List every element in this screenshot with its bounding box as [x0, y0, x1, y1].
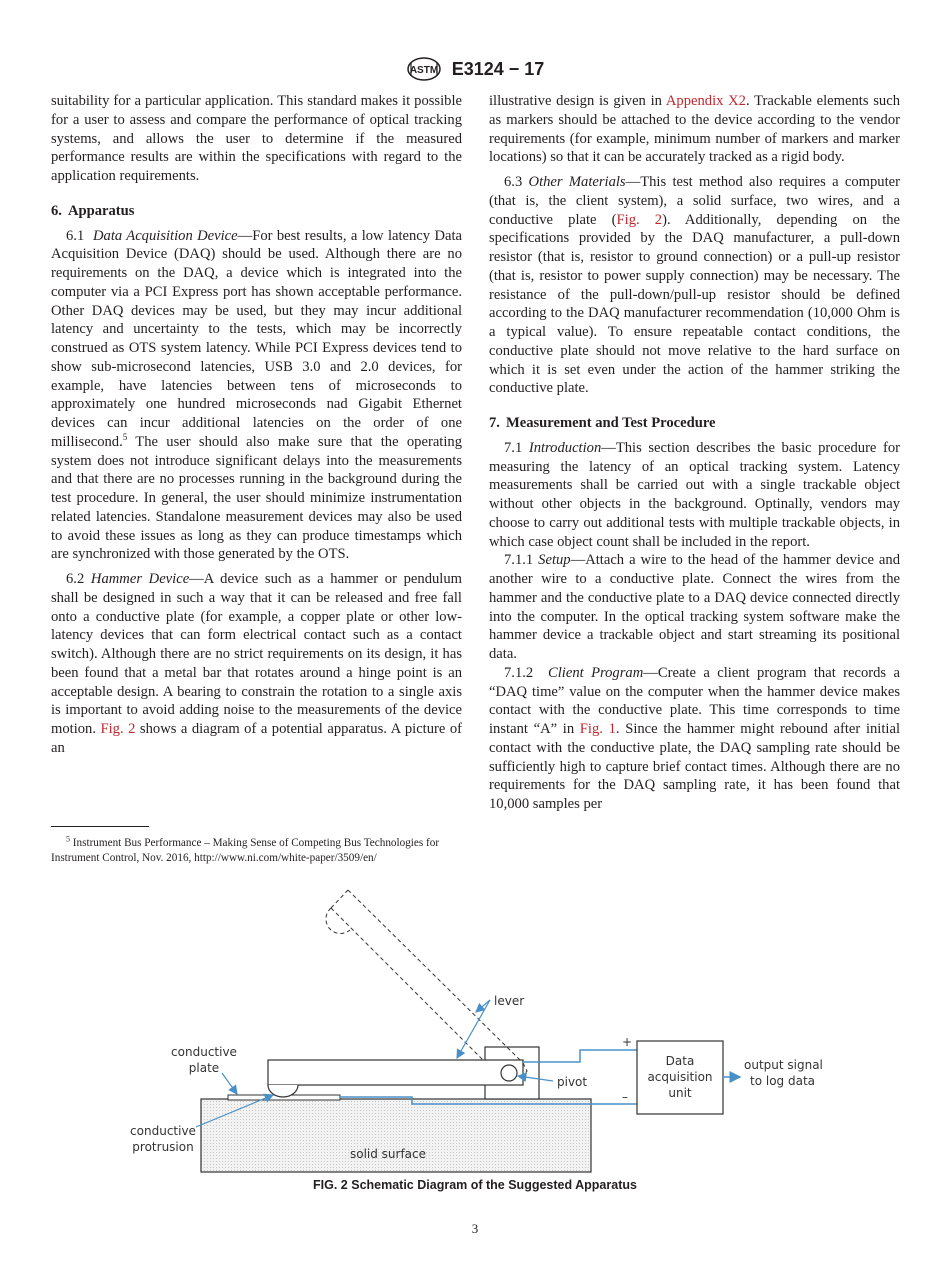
paragraph-title: Setup: [538, 552, 571, 569]
paragraph-text: shows a diagram of a potential apparatus. A picture of an: [51, 721, 463, 756]
paragraph-title: Introduction: [528, 439, 602, 456]
section-7-heading: [489, 414, 900, 433]
apparatus-schematic: [0, 880, 950, 1180]
paragraph-text: —This section describes the basic procedure for measuring the latency of an optical tracking system. Latency measurements shall be carried out with a single trackable object without other objects in the background. Optinally, vendors may choose to carry out additional tests with multiple trackable objects, in which case object count shall be included in the report.: [489, 439, 900, 550]
minus-terminal-label: –: [622, 1090, 628, 1104]
paragraph-text: —A device such as a hammer or pendulum shall be designed in such a way that it can be released and free fall onto a conductive plate (for example, a copper plate or other low-latency devices that can form electrical contact such as a contact switch). Although there are no strict requirements on its design, it has been found that a metal bar that rotates around a hinge point is an acceptable design. A bearing to constrain the rotation to a single axis is important to avoid adding noise to the measurements of the device motion.: [51, 571, 462, 737]
footnote-divider: [51, 826, 149, 827]
paragraph-7-1: [489, 439, 900, 552]
paragraph-6-3: [489, 173, 900, 398]
left-column: [51, 92, 462, 758]
paragraph-text: —Attach a wire to the head of the hammer device and another wire to a conductive plate. Connect the wires from the hammer and the conductive plate to a DAQ device connected directly into the computer. In the optical tracking system software make the hammer device a trackable object and start streaming its positional data.: [489, 552, 900, 662]
paragraph-text: The user should also make sure that the operating system does not introduce significant delays into the measurements and that there are no processes running in the background during the test procedure. In general, the user should minimize instrumentation related latencies. Standalone measurement devices may also be used to avoid these issues as long as they can produce timestamps which are synchronized with those generated by the OTS.: [51, 433, 462, 563]
footnote: [51, 836, 462, 866]
conductive-protrusion-label-2: protrusion: [132, 1140, 194, 1154]
paragraph-number: 6.2: [66, 571, 85, 587]
output-label-2: to log data: [750, 1074, 815, 1088]
paragraph-text: —Create a client program that records a “DAQ time” value on the computer when the hammer device makes contact with the conductive plate. This time corresponds to time instant “A” in: [489, 664, 900, 737]
figure-caption: FIG. 2 Schematic Diagram of the Suggested Apparatus: [313, 1178, 637, 1192]
standard-designation: E3124 − 17: [451, 58, 545, 79]
solid-surface: [201, 1099, 591, 1172]
paragraph-title: Client Program: [548, 664, 644, 681]
plus-terminal-label: +: [622, 1035, 633, 1049]
section-title: Apparatus: [67, 202, 135, 219]
lever-down: [268, 1060, 523, 1085]
paragraph-text: illustrative design is given in: [489, 93, 666, 109]
daq-label-3: unit: [668, 1086, 692, 1100]
pivot-label: pivot: [557, 1075, 588, 1089]
paragraph-text: —This test method also requires a computer (that is, the client system), a solid surface, two wires, and a conductive plate (: [489, 174, 900, 228]
fig-2-link[interactable]: Fig. 2: [100, 721, 136, 737]
paragraph-text: ). Additionally, depending on the specifications provided by the DAQ manufacturer, a pull-down resistor (that is, resistor to ground connection) or a pull-up resistor (that is, resistor to power supply connection) may be necessary. The resistance of the pull-down/pull-up resistor should be defined according to the DAQ manufacturer recommendation (10,000 Ohm is a typical value). To ensure repeatable contact conditions, the conductive plate should not move relative to the hard surface on which it is set even under the action of the hammer striking the conductive plate.: [489, 211, 901, 397]
paragraph-title: Data Acquisition Device: [92, 227, 238, 244]
appendix-x2-link[interactable]: Appendix X2: [665, 93, 746, 109]
conductive-plate-label-2: plate: [188, 1061, 220, 1075]
paragraph-number: 7.1.1: [504, 552, 534, 569]
fig-2-link[interactable]: Fig. 2: [616, 211, 663, 228]
conductive-plate-callout: [222, 1073, 237, 1094]
figure-2-diagram: [0, 880, 950, 1200]
solid-surface-label: solid surface: [349, 1147, 427, 1161]
right-column: [489, 92, 900, 814]
paragraph-text: . Trackable elements such as markers should be attached to the device according to the vendor requirements (for example, minimum number of markers and marker locations) so that it can be accurately tracked as a rigid body.: [489, 93, 900, 166]
footnote-text: Instrument Bus Performance – Making Sense of Competing Bus Technologies for Instrument Control, Nov. 2016, http://www.ni.com/white-paper/3509/en/: [51, 837, 440, 864]
daq-label-2: acquisition: [647, 1070, 713, 1084]
paragraph-text: —For best results, a low latency Data Acquisition Device (DAQ) should be used. Although there are no requirements on the DAQ, a device which is integrated into the computer via a PCI Express port has shown acceptable performance. Other DAQ devices may be used, but they may incur additional latency and uncertainty to the tests, which may be incorrectly construed as OTS system latency. While PCI Express devices tend to show sub-microsecond latencies, USB 3.0 and 2.0 devices, for example, have latencies between tens of microseconds to approximately one hundred microseconds nad Gigabit Ethernet devices can incur additional latencies on the order of one millisecond.: [51, 227, 462, 450]
paragraph-number: 7.1.2: [504, 664, 534, 681]
section-6-heading: [51, 202, 462, 221]
svg-text:ASTM: ASTM: [409, 65, 438, 76]
paragraph-7-1-1: [489, 551, 900, 664]
paragraph-6-1: [51, 227, 462, 565]
page-header: [0, 56, 950, 84]
paragraph-title: Hammer Device: [90, 571, 190, 587]
page-number: 3: [471, 1221, 479, 1236]
section-number: 7.: [489, 415, 500, 431]
section-title: Measurement and Test Procedure: [505, 415, 716, 431]
fig-1-link[interactable]: Fig. 1: [579, 721, 616, 737]
footnote-reference[interactable]: 5: [122, 431, 128, 442]
section-number: 6.: [51, 202, 62, 219]
paragraph-number: 6.3: [504, 174, 523, 190]
daq-label-1: Data: [665, 1054, 695, 1068]
paragraph-6-2: [51, 570, 462, 758]
paragraph-7-1-2: [489, 664, 900, 814]
output-label-1: output signal: [744, 1058, 823, 1072]
paragraph-number: 7.1: [504, 439, 523, 456]
conductive-protrusion-label-1: conductive: [130, 1124, 196, 1138]
continuation-paragraph: [489, 92, 900, 167]
pivot-circle: [501, 1065, 517, 1081]
paragraph-text: . Since the hammer might rebound after initial contact with the conductive plate, the DAQ sampling rate should be sufficiently high to capture brief contact times. Although there are no requirements for the DAQ sampling rate, it has been found that 10,000 samples per: [489, 721, 900, 812]
lever-label: lever: [494, 994, 525, 1008]
footnote-mark: 5: [66, 834, 70, 844]
intro-paragraph: suitability for a particular application. This standard makes it possible for a user to assess and compare the performance of optical tracking systems, and allows the user to determine if the measured performance results are within the specifications with regard to the application requirements.: [51, 93, 462, 184]
astm-logo-icon: [406, 56, 442, 82]
conductive-plate-label-1: conductive: [171, 1045, 237, 1059]
paragraph-title: Other Materials: [528, 174, 626, 190]
paragraph-number: 6.1: [66, 227, 85, 244]
